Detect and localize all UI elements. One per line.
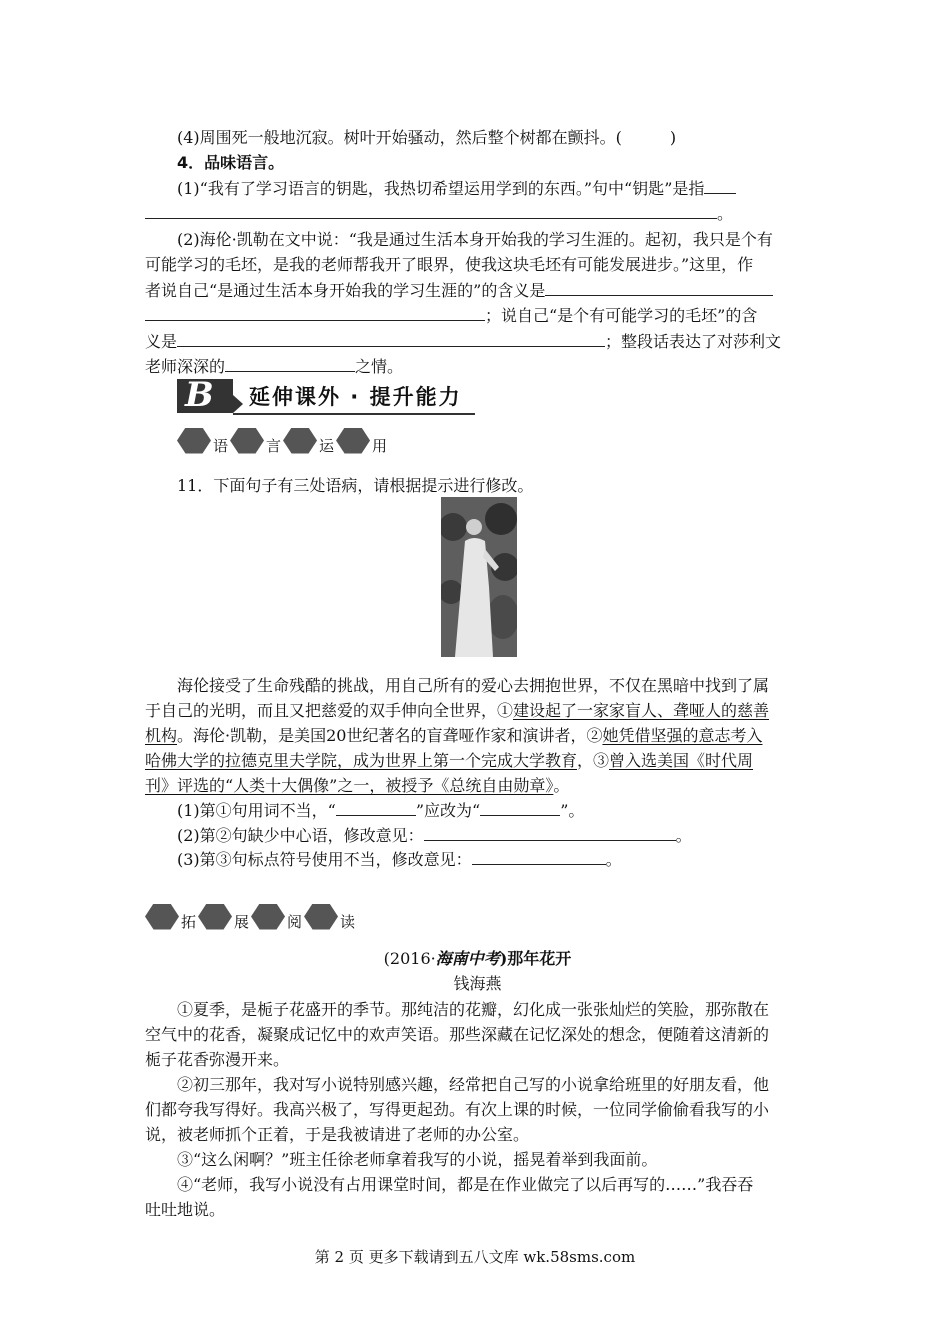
underlined-sentence-3: 曾入选美国《时代周: [609, 751, 754, 770]
hexagon-icon: [283, 428, 317, 454]
underlined-sentence-2: 哈佛大学的拉德克里夫学院，成为世界上第一个完成大学教育: [145, 751, 578, 770]
article-p2-line3: 说，被老师抓个正着，于是我被请进了老师的办公室。: [145, 1125, 530, 1144]
hexagon-icon: [177, 428, 211, 454]
q11-para-line4: [145, 749, 810, 773]
sub-text: ”。: [560, 801, 585, 820]
hex-label: 拓: [181, 913, 197, 931]
answer-blank[interactable]: [145, 202, 717, 219]
q4-part2-text: ；整段话表达了对莎利文: [605, 332, 782, 351]
q4-part1-end: 。: [717, 204, 734, 223]
answer-blank[interactable]: [177, 330, 605, 347]
underlined-sentence-2: 她凭借坚强的意志考入: [602, 726, 763, 745]
q4-part2-line3: [145, 279, 810, 303]
para-text: 。: [553, 776, 570, 795]
hexagon-icon: [230, 428, 264, 454]
q4-part2-text: 之情。: [355, 357, 404, 376]
q11-sub3: [177, 848, 810, 872]
hexagon-icon: [145, 904, 179, 930]
section-b-title: 延伸课外 · 提升能力: [249, 385, 462, 409]
q4-part2-text: 者说自己“是通过生活本身开始我的学习生涯的”的含义是: [145, 281, 546, 300]
article-author: 钱海燕: [453, 974, 502, 993]
article-source: (2016·: [383, 949, 436, 968]
hex-label: 言: [266, 437, 282, 455]
sub-text: ”应改为“: [415, 801, 481, 820]
q4-heading: 4．品味语言。: [177, 153, 285, 172]
q4-part2-line6: [145, 355, 810, 379]
q11-sub1: [177, 799, 810, 823]
photo-image: [441, 497, 517, 657]
underlined-sentence-1: 建设起了一家家盲人、聋哑人的慈善: [513, 701, 770, 720]
article-title: [145, 947, 810, 971]
hex-label: 展: [234, 913, 250, 931]
q11-prompt: 11．下面句子有三处语病，请根据提示进行修改。: [177, 476, 534, 495]
article-p3: ③“这么闲啊？”班主任徐老师拿着我写的小说，摇晃着举到我面前。: [177, 1150, 658, 1169]
answer-blank[interactable]: [145, 304, 485, 321]
section-b-rule: [233, 413, 475, 415]
hex-label: 用: [372, 437, 388, 455]
section-b-banner: [177, 377, 475, 415]
article-p1-line2: 空气中的花香，凝聚成记忆中的欢声笑语。那些深藏在记忆深处的想念，便随着这清新的: [145, 1025, 770, 1044]
article-title-text: )那年花开: [499, 949, 572, 968]
hexagon-icon: [304, 904, 338, 930]
answer-blank[interactable]: [424, 824, 676, 841]
hex-label: 读: [340, 913, 356, 931]
hexagon-icon: [336, 428, 370, 454]
q11-para-line1: 海伦接受了生命残酷的挑战，用自己所有的爱心去拥抱世界，不仅在黑暗中找到了属: [177, 676, 770, 695]
language-use-header: [177, 425, 389, 456]
helen-keller-photo: [441, 497, 517, 657]
q4-part1-text: (1)“我有了学习语言的钥匙，我热切希望运用学到的东西。”句中“钥匙”是指: [177, 179, 705, 198]
section-b-arrow-icon: [233, 395, 243, 413]
para-text: 于自己的光明，而且又把慈爱的双手伸向全世界，①: [145, 701, 514, 720]
section-b-letter: B: [185, 375, 214, 415]
article-p1-line1: ①夏季，是栀子花盛开的季节。那纯洁的花瓣，幻化成一张张灿烂的笑脸，那弥散在: [177, 1000, 770, 1019]
underlined-sentence-3: 刊》评选的“人类十大偶像”之一，被授予《总统自由勋章》: [145, 776, 554, 795]
article-p2-line1: ②初三那年，我对写小说特别感兴趣，经常把自己写的小说拿给班里的好朋友看，他: [177, 1075, 770, 1094]
q4-part2-line4: [145, 304, 810, 328]
q4-part2-line1: (2)海伦·凯勒在文中说：“我是通过生活本身开始我的学习生涯的。起初，我只是个有: [177, 230, 773, 249]
answer-blank[interactable]: [472, 848, 606, 865]
article-p2-line2: 们都夸我写得好。我高兴极了，写得更起劲。有次上课的时候，一位同学偷偷看我写的小: [145, 1100, 770, 1119]
sub-text: (2)第②句缺少中心语，修改意见：: [177, 826, 424, 845]
answer-blank[interactable]: [336, 799, 416, 816]
q11-para-line5: [145, 774, 810, 798]
page-footer: 第 2 页 更多下载请到五八文库 wk.58sms.com: [314, 1248, 636, 1266]
answer-blank[interactable]: [225, 355, 355, 372]
hex-label: 运: [319, 437, 335, 455]
sub-text: (3)第③句标点符号使用不当，修改意见：: [177, 850, 472, 869]
extended-reading-header: [145, 901, 357, 932]
q4-part2-text: ；说自己“是个有可能学习的毛坯”的含: [485, 306, 758, 325]
q11-sub2: [177, 824, 810, 848]
sub-text: (1)第①句用词不当，“: [177, 801, 336, 820]
answer-blank[interactable]: [480, 799, 560, 816]
q4-part2-text: 老师深深的: [145, 357, 226, 376]
article-p4-line1: ④“老师，我写小说没有占用课堂时间，都是在作业做完了以后再写的……”我吞吞: [177, 1175, 754, 1194]
sub-text: 。: [675, 826, 692, 845]
article-exam: 海南中考: [435, 949, 500, 968]
para-text: 。海伦·凯勒，是美国20世纪著名的盲聋哑作家和演讲者，②: [177, 726, 603, 745]
hexagon-icon: [251, 904, 285, 930]
article-p4-line2: 吐吐地说。: [145, 1200, 226, 1219]
q4-part2-text: 义是: [145, 332, 178, 351]
answer-blank[interactable]: [704, 177, 736, 194]
hex-label: 阅: [287, 913, 303, 931]
sub-text: 。: [605, 850, 622, 869]
q3-item-4: (4)周围死一般地沉寂。树叶开始骚动，然后整个树都在颤抖。( ): [177, 128, 677, 147]
q4-part2-line2: 可能学习的毛坯，是我的老师帮我开了眼界，使我这块毛坯有可能发展进步。”这里，作: [145, 255, 754, 274]
hexagon-icon: [198, 904, 232, 930]
answer-blank[interactable]: [545, 279, 773, 296]
para-text: ，③: [577, 751, 610, 770]
q4-part1-line2: [145, 202, 810, 226]
q11-para-line2: [145, 699, 810, 723]
article-p1-line3: 栀子花香弥漫开来。: [145, 1050, 290, 1069]
q11-para-line3: [145, 724, 810, 748]
q4-part2-line5: [145, 330, 810, 354]
underlined-sentence-1: 机构: [145, 726, 178, 745]
q4-part1-line1: [177, 177, 810, 201]
hex-label: 语: [213, 437, 229, 455]
